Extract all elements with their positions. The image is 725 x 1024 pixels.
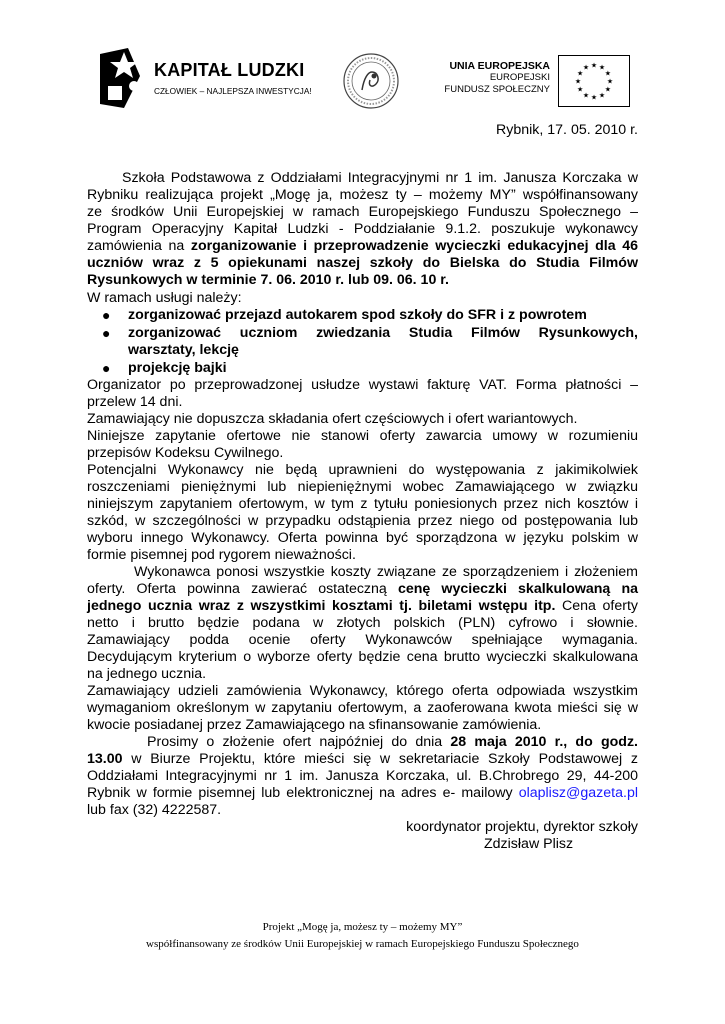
eu-star-icon: ★ bbox=[598, 63, 606, 72]
eu-star-icon: ★ bbox=[606, 77, 614, 86]
deadline-line-2-end: w Biurze Projektu, które mieści się w sekretariacie Szkoły Podstawowej z bbox=[122, 751, 638, 767]
award-line-3: kwocie posiadanej przez Zamawiającego na sfinansowanie zamówienia. bbox=[87, 717, 542, 733]
eu-fund-label-2: FUNDUSZ SPOŁECZNY bbox=[444, 84, 550, 95]
kapital-ludzki-logo bbox=[94, 46, 319, 110]
eu-text-block bbox=[430, 60, 550, 96]
claims-line-6: formie pisemnej pod rygorem nieważności. bbox=[87, 547, 356, 563]
deadline-line-1-start: Prosimy o złożenie ofert najpóźniej do dnia bbox=[147, 734, 451, 750]
eu-star-icon: ★ bbox=[604, 69, 611, 78]
deadline-line-1 bbox=[147, 734, 638, 751]
school-seal-icon bbox=[342, 52, 400, 110]
eu-fund-label-1: EUROPEJSKI bbox=[489, 72, 550, 83]
para1-line-2: Rybniku realizująca projekt „Mogę ja, możesz ty – możemy MY” współfinansowany bbox=[87, 187, 638, 203]
deadline-date-bold: 28 maja 2010 r., do godz. bbox=[450, 734, 638, 750]
para1-line-1: Szkoła Podstawowa z Oddziałami Integracyjnymi nr 1 im. Janusza Korczaka w bbox=[122, 170, 638, 186]
deadline-hour-bold: 13.00 bbox=[87, 751, 123, 767]
bullet-1-text: zorganizować przejazd autokarem spod szkoły do SFR i z powrotem bbox=[128, 307, 587, 323]
costs-line-6: Decydującym kryterium o wyborze oferty będzie cena brutto wycieczki skalkulowana bbox=[87, 649, 638, 665]
claims-line-2: roszczeniami pieniężnymi lub niepieniężnymi wobec Zamawiającego w związku bbox=[87, 479, 638, 495]
eu-union-label: UNIA EUROPEJSKA bbox=[449, 60, 550, 72]
bullet-icon: ● bbox=[102, 307, 111, 323]
bullet-icon: ● bbox=[102, 360, 111, 376]
costs-line-2-start: oferty. Oferta powinna zawierać ostateczną bbox=[87, 581, 398, 597]
costs-line-3-bold: jednego ucznia wraz z wszystkimi kosztami tj. biletami wstępu itp. bbox=[87, 598, 556, 614]
kapital-ludzki-subtitle: CZŁOWIEK – NAJLEPSZA INWESTYCJA! bbox=[154, 86, 312, 96]
deadline-line-4 bbox=[87, 785, 638, 802]
kapital-ludzki-title: KAPITAŁ LUDZKI bbox=[154, 60, 305, 80]
claims-line-3: niniejszym zapytaniem ofertowym, w tym z tytułu poniesionych przez nich kosztów i bbox=[87, 496, 638, 512]
award-line-1: Zamawiający udzieli zamówienia Wykonawcy, którego oferta odpowiada wszystkim bbox=[87, 683, 638, 699]
signature-name: Zdzisław Plisz bbox=[484, 836, 574, 852]
payment-line-2: przelew 14 dni. bbox=[87, 394, 183, 410]
email-link[interactable]: olaplisz@gazeta.pl bbox=[518, 785, 638, 801]
eu-star-icon: ★ bbox=[590, 61, 598, 70]
services-intro: W ramach usługi należy: bbox=[87, 290, 242, 306]
bullet-icon: ● bbox=[102, 325, 111, 341]
para1-line-5 bbox=[87, 238, 638, 255]
costs-line-1: Wykonawca ponosi wszystkie koszty związane ze sporządzeniem i złożeniem bbox=[134, 564, 638, 580]
signature-role: koordynator projektu, dyrektor szkoły bbox=[406, 819, 638, 835]
not-contract-line-2: przepisów Kodeksu Cywilnego. bbox=[87, 445, 284, 461]
costs-line-2-bold: cenę wycieczki skalkulowaną na bbox=[397, 581, 638, 597]
eu-star-icon: ★ bbox=[577, 69, 584, 78]
award-line-2: wymaganiom określonym w zapytaniu ofertowym, a zaoferowana kwota mieści się w bbox=[87, 700, 638, 716]
deadline-line-5: lub fax (32) 4222587. bbox=[87, 802, 222, 818]
no-partial-offers: Zamawiający nie dopuszcza składania ofert częściowych i ofert wariantowych. bbox=[87, 411, 578, 427]
not-contract-line-1: Niniejsze zapytanie ofertowe nie stanowi oferty zawarcia umowy w rozumieniu bbox=[87, 428, 638, 444]
claims-line-5: wyboru innego Wykonawcy. Oferta powinna być sporządzona w języku polskim w bbox=[87, 530, 638, 546]
eu-star-icon: ★ bbox=[574, 77, 582, 86]
bullet-2-text-line-2: warsztaty, lekcję bbox=[128, 342, 239, 358]
eu-star-icon: ★ bbox=[582, 63, 590, 72]
eu-star-icon: ★ bbox=[598, 91, 606, 100]
claims-line-4: szkód, w szczególności w przypadku odstąpienia przez niego od postępowania lub bbox=[87, 513, 638, 529]
costs-line-2 bbox=[87, 581, 638, 598]
deadline-line-4-start: Rybnik w formie pisemnej lub elektronicznej na adres e- mailowy bbox=[87, 785, 519, 801]
para1-line-7: Rysunkowych w terminie 7. 06. 2010 r. lub 09. 06. 10 r. bbox=[87, 272, 449, 288]
deadline-line-2 bbox=[87, 751, 638, 768]
footer-project: Projekt „Mogę ja, możesz ty – możemy MY” bbox=[262, 921, 463, 933]
eu-star-icon: ★ bbox=[582, 91, 590, 100]
costs-line-5: Zamawiający podda ocenie oferty Wykonawców spełniające wymagania. bbox=[87, 632, 638, 648]
eu-star-icon: ★ bbox=[590, 93, 598, 102]
claims-line-1: Potencjalni Wykonawcy nie będą uprawnieni do występowania z jakimikolwiek bbox=[87, 462, 638, 478]
costs-line-4: netto i brutto będzie podana w złotych polskich (PLN) cyfrowo i słownie. bbox=[87, 615, 638, 631]
para1-line-4: Program Operacyjny Kapitał Ludzki - Poddziałanie 9.1.2. poszukuje wykonawcy bbox=[87, 221, 638, 237]
bullet-3-text: projekcję bajki bbox=[128, 360, 227, 376]
bullet-2-text-line-1: zorganizować uczniom zwiedzania Studia Filmów Rysunkowych, bbox=[128, 325, 638, 341]
eu-star-icon: ★ bbox=[577, 85, 584, 94]
costs-line-3 bbox=[87, 598, 638, 615]
para1-line-5-bold: zorganizowanie i przeprowadzenie wycieczki edukacyjnej dla 46 bbox=[190, 238, 638, 254]
letter-date: Rybnik, 17. 05. 2010 r. bbox=[496, 122, 638, 138]
costs-line-7: na jednego ucznia. bbox=[87, 666, 207, 682]
payment-line-1: Organizator po przeprowadzonej usłudze wystawi fakturę VAT. Forma płatności – bbox=[87, 377, 638, 393]
para1-line-6: uczniów wraz z 5 opiekunami naszej szkoły do Bielska do Studia Filmów bbox=[87, 255, 638, 271]
deadline-line-3: Oddziałami Integracyjnymi nr 1 im. Janusza Korczaka, ul. B.Chrobrego 29, 44-200 bbox=[87, 768, 638, 784]
eu-star-icon: ★ bbox=[604, 85, 611, 94]
para1-line-5-start: zamówienia na bbox=[87, 238, 191, 254]
kapital-ludzki-emblem-icon bbox=[94, 46, 150, 110]
footer-cofinanced: współfinansowany ze środków Unii Europejskiej w ramach Europejskiego Funduszu Społecznego bbox=[146, 938, 579, 950]
eu-flag-icon bbox=[558, 55, 630, 107]
costs-line-3-end: Cena oferty bbox=[555, 598, 638, 614]
para1-line-3: ze środków Unii Europejskiej w ramach Europejskiego Funduszu Społecznego – bbox=[87, 204, 638, 220]
